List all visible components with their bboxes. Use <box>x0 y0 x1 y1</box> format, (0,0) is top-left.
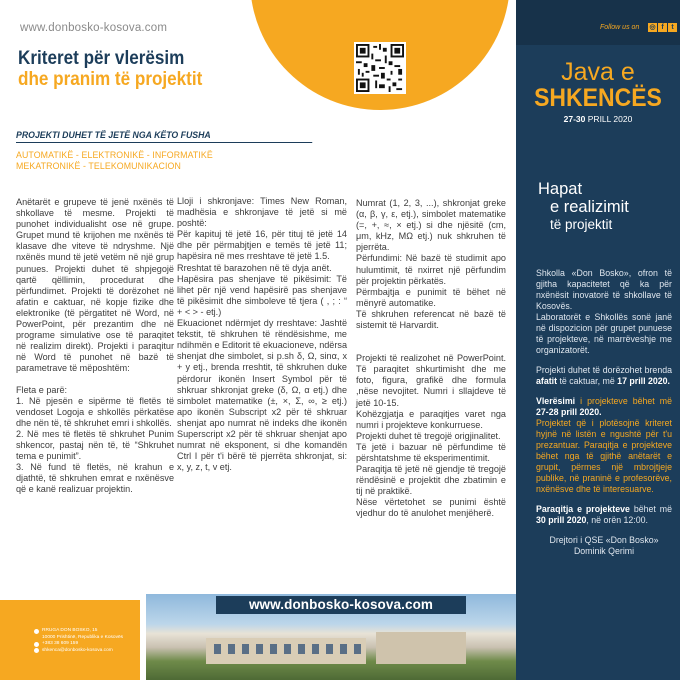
paragraph: 2. Në mes të fletës të shkruhet Punim shkencor, pastaj nën të, të “Shkruhet tema e punimit”. <box>16 428 174 462</box>
fields-list <box>16 150 336 172</box>
event-date <box>516 114 680 124</box>
panel-paragraph <box>536 504 672 526</box>
panel-p1: Shkolla «Don Bosko», ofron të gjitha kapacitetet që ka për nxënësit inovatorë të shkollave të Kosovës. <box>536 268 672 311</box>
contact-info <box>34 628 144 654</box>
panel-p3-d: 17 prill 2020. <box>617 376 670 386</box>
text-column-3 <box>356 198 506 520</box>
address-line-1: RRUGA DON BOSKO, 15 <box>42 628 98 633</box>
paragraph: Numrat (1, 2, 3, ...), shkronjat greke (α, β, γ, ε, etj.), simbolet matematike (=, +, ≈, × etj.) si dhe njësitë (cm, μm, kHz, MΩ etj.) nuk shkruhen të pjerrëta. <box>356 198 506 253</box>
paragraph: Fleta e parë: <box>16 384 68 395</box>
paragraph: Lloji i shkronjave: Times New Roman, madhësia e shkronjave të jetë si më poshtë: <box>177 196 347 229</box>
panel-p5-a: Paraqitja e projekteve <box>536 504 630 514</box>
fields-line-2: MEKATRONIKË - TELEKOMUNIKACION <box>16 161 181 171</box>
paragraph: Të shkruhen referencat në bazë të sistemit të Harvardit. <box>356 308 506 331</box>
title-line-2: dhe pranim të projektit <box>18 69 203 90</box>
title-line-1: Kriteret për vlerësim <box>18 48 185 69</box>
event-title-line-1: Java e <box>561 58 635 86</box>
paragraph: Projekti të realizohet në PowerPoint. Të paraqitet shkurtimisht dhe me foto, figura, grafikë dhe formula ,nëse nevojitet. Numri i sllajdeve të jetë 10-15. <box>356 353 506 408</box>
text-column-2 <box>177 196 347 473</box>
steps-text <box>536 268 672 557</box>
right-sidebar-panel <box>516 0 680 680</box>
paragraph: Projekti duhet të tregojë origjinalitet. <box>356 430 501 441</box>
event-date-month: PRILL 2020 <box>587 114 633 124</box>
building-shape <box>376 632 466 664</box>
panel-paragraph <box>536 396 672 495</box>
building-shape <box>206 638 366 664</box>
panel-p3-c: të caktuar, më <box>557 376 618 386</box>
event-title-line-2: SHKENCËS <box>534 84 662 112</box>
phone-number[interactable]: +383 38 609 159 <box>42 641 79 647</box>
panel-p5-b: bëhet më <box>629 504 673 514</box>
facebook-icon[interactable]: f <box>658 23 667 32</box>
paragraph: Përfundimi: Në bazë të studimit apo hulumtimit, të nxirret një përfundim për projektin përkatës. <box>356 253 506 286</box>
paragraph: Përmbajtja e punimit të bëhet në mënyrë automatike. <box>356 286 506 308</box>
panel-top-strip <box>516 0 680 45</box>
paragraph: Hapësira pas shenjave të pikësimit: Të lihet për një vend hapësirë pas shenjave të pikësimit dhe simboleve të tjera ( , ; : “ + < > - etj.) <box>177 273 347 317</box>
signature-role: Drejtori i QSE «Don Bosko» <box>549 535 659 545</box>
panel-p4-b: i projekteve bëhet më <box>575 396 672 406</box>
text-column-1 <box>16 197 174 495</box>
panel-p3-a: Projekti duhet të dorëzohet brenda <box>536 365 672 375</box>
qr-code-icon[interactable] <box>354 42 406 94</box>
mail-icon <box>34 648 39 653</box>
instagram-icon[interactable]: ◎ <box>649 24 656 31</box>
paragraph: 1. Në pjesën e sipërme të fletës të vendoset Logoja e shkollës përkatëse dhe nën të, të shkruhet emri i shkollës. <box>16 395 174 428</box>
paragraph: Rreshtat të barazohen në të dyja anët. <box>177 262 332 273</box>
panel-p5-c: 30 prill 2020 <box>536 515 587 525</box>
steps-heading-line-2: e realizimit <box>550 198 629 216</box>
site-url[interactable]: www.donbosko-kosova.com <box>20 22 168 34</box>
panel-p2: Laboratorët e Shkollës sonë janë në dispozicion për grupet punuese të projekteve, në marrëveshje me organizatorët. <box>536 312 672 355</box>
paragraph: Për kapituj të jetë 16, për tituj të jetë 14 dhe për përmabjtjen e temës të jetë 11; hapësira në mes rreshtave të jetë 1.5. <box>177 229 347 262</box>
paragraph: Kohëzgjatja e paraqitjes varet nga numri i projekteve konkurruese. <box>356 408 506 430</box>
section-heading: PROJEKTI DUHET TË JETË NGA KËTO FUSHA <box>16 130 312 143</box>
paragraph: Të jetë i bazuar në përfundime të përshtatshme të eksperimentimit. <box>356 441 506 463</box>
paragraph: Nëse vërtetohet se punimi është vjedhur do të anulohet menjëherë. <box>356 497 506 519</box>
location-pin-icon <box>34 629 39 634</box>
signature-name: Dominik Qerimi <box>573 546 635 556</box>
panel-p4-d: Projektet që i plotësojnë kriteret hyjnë në listën e ngushtë për t'u prezantuar. Paraqitja e projekteve bëhet nga të gjithë anëtarët e grupit, përmes një mbrojtjeje publike, në praninë e profesorëve, nxënësve dhe të interesuarve. <box>536 418 672 494</box>
twitter-icon[interactable]: t <box>668 23 677 32</box>
paragraph: Ekuacionet ndërmjet dy rreshtave: Jashtë tekstit, të shkruhen të rëndësishme, me ndihmën e Editorit të ekuacioneve, ndërsa shenjat dhe simbolet, si p.sh δ, Ω, sinα, x + y etj., brenda rreshtit, të shkruhen duke përdorur ikonën Insert Symbol për të shkruar shkronjat greke (δ, Ω, α etj.) dhe simbolet matematike (±, ×, Σ, ∞, ≥ etj.) apo ikonën Subscript x2 për të shkruar shenjat apo numrat në indeks dhe ikonën Superscript x2 për të shkruar shenjat apo numrat në eksponent, si dhe komandën Ctrl I për t'i bërë të pjerrëta shkronjat, si: x, y, z, t, v etj. <box>177 318 347 473</box>
page-title <box>18 48 202 90</box>
signature <box>536 535 672 557</box>
address-line-2: 10000 Prishtinë, Republika e Kosovës <box>42 634 124 640</box>
panel-p3-b: afatit <box>536 376 558 386</box>
follow-label: Follow us on <box>600 24 640 31</box>
school-building-photo <box>146 594 516 680</box>
website-banner[interactable]: www.donbosko-kosova.com <box>216 596 466 614</box>
steps-heading <box>538 180 678 234</box>
fields-line-1: AUTOMATIKË - ELEKTRONIKË - INFORMATIKË <box>16 150 213 160</box>
event-date-days: 27-30 <box>563 114 586 124</box>
panel-p5-d: , në orën 12:00. <box>586 515 649 525</box>
email-row <box>34 648 144 655</box>
steps-heading-line-3: të projektit <box>550 217 613 232</box>
address-row <box>34 628 144 641</box>
paragraph: 3. Në fund të fletës, në krahun e djathtë, të shkruhen emrat e nxënësve që e kanë realizuar projektin. <box>16 462 174 495</box>
panel-paragraph <box>536 365 672 387</box>
panel-p4-c: 27-28 prill 2020. <box>536 407 602 417</box>
phone-row <box>34 641 144 648</box>
email-address[interactable]: shkenca@donbosko-kosova.com <box>42 647 113 653</box>
steps-heading-line-1: Hapat <box>538 180 583 198</box>
panel-paragraph <box>536 268 672 356</box>
phone-icon <box>34 642 39 647</box>
paragraph: Anëtarët e grupeve të jenë nxënës të shkollave të mesme. Projekti të punohet individualisht ose në grupe. Grupet mund të krijohen me nxënës të klasave dhe viteve të ndryshme. Një nxënës mund të jetë vetëm në një grup punues. Projekti duhet të shpjegojë qartë qëllimin, procedurat dhe përfundimet. Projekti të dorëzohet në afatin e caktuar, në kopje fizike dhe elektronike (të përgatitet në Word, në PowerPoint, për prezantim dhe në programe simulative ose të paraqitet në realizim direkt). Projekti i paraqitur në Word të punohet në bazë të parametrave të mëposhtëm: <box>16 197 174 374</box>
panel-p4-a: Vlerësimi <box>536 396 576 406</box>
paragraph: Paraqitja të jetë në gjendje të tregojë rëndësinë e projektit dhe zbatimin e tij në praktikë. <box>356 464 506 497</box>
